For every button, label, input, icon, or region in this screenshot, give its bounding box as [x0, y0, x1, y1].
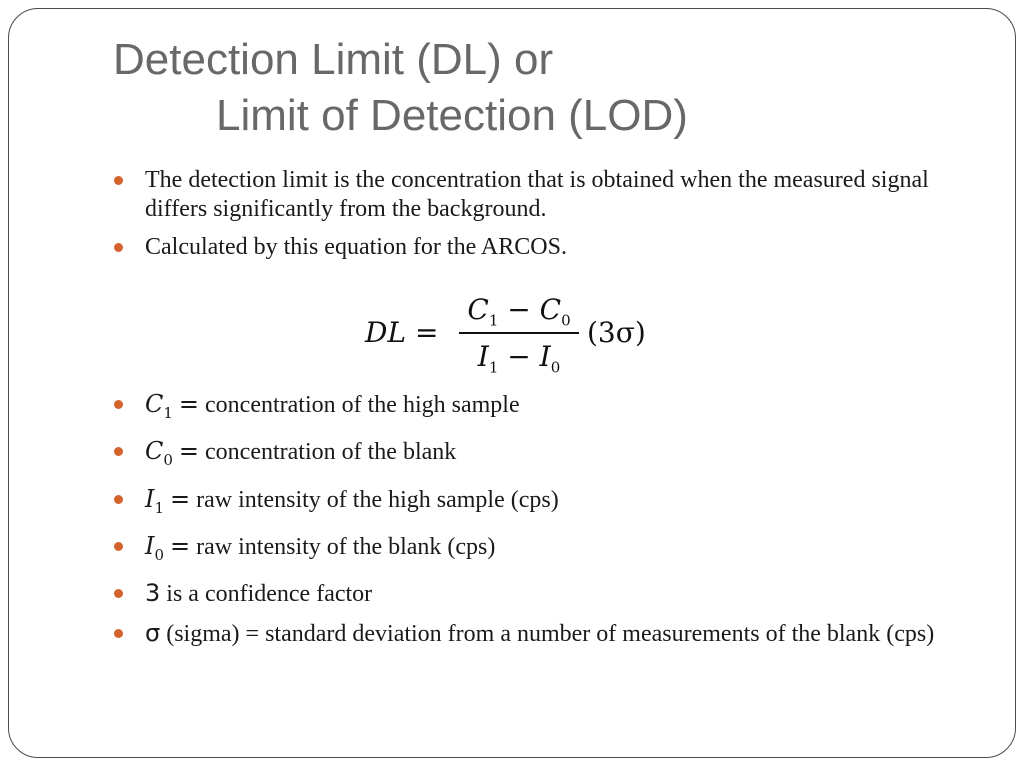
definition-text: concentration of the high sample — [205, 392, 520, 418]
symbol-letter: I — [145, 531, 155, 560]
definition-text: is a confidence factor — [166, 581, 373, 608]
definitions-list — [114, 390, 964, 649]
symbol-subscript: 0 — [163, 451, 173, 470]
bullet-item — [114, 166, 964, 224]
bullet-dot-icon — [114, 589, 123, 598]
numerator-c0-sub: 0 — [561, 311, 571, 330]
denominator-minus: − — [507, 340, 531, 373]
definition-item — [114, 390, 964, 428]
definition-item — [114, 619, 964, 649]
symbol-letter: C — [145, 390, 164, 418]
bullet-text: Calculated by this equation for the ARCOS. — [145, 234, 567, 260]
equation-lhs-symbol: DL — [365, 316, 407, 349]
bullet-dot-icon — [114, 243, 123, 252]
definition-text: raw intensity of the high sample (cps) — [196, 486, 559, 513]
definition-item — [114, 485, 964, 523]
equals-sign: = — [170, 531, 191, 560]
definition-symbol — [145, 484, 165, 517]
equals-sign: = — [178, 390, 200, 418]
definition-item — [114, 437, 964, 475]
title-line-1: Detection Limit (DL) or — [113, 35, 554, 84]
definition-item — [114, 579, 964, 609]
denominator-i0-sub: 0 — [550, 358, 561, 377]
bullet-dot-icon — [114, 629, 123, 638]
symbol-subscript: 1 — [163, 403, 173, 422]
symbol-letter: C — [145, 437, 164, 466]
bullet-dot-icon — [114, 542, 123, 551]
equals-sign: = — [170, 484, 191, 513]
equation-lhs — [365, 316, 438, 349]
definition-item — [114, 532, 964, 570]
definition-text: (sigma) = standard deviation from a number of measurements of the blank (cps) — [166, 620, 935, 647]
intro-bullet-list — [114, 166, 964, 262]
denominator-i1-sub: 1 — [488, 358, 499, 377]
symbol-subscript: 1 — [154, 498, 165, 517]
equation-fraction — [457, 290, 581, 376]
detection-limit-equation — [365, 290, 665, 385]
slide-title — [113, 32, 688, 144]
bullet-dot-icon — [114, 447, 123, 456]
denominator-i1-symbol: I — [477, 340, 489, 373]
definition-symbol — [145, 437, 173, 470]
symbol-subscript: 0 — [154, 545, 165, 564]
equation-equals: = — [414, 316, 439, 349]
numerator-c-sub: 1 — [488, 311, 499, 330]
numerator-minus: − — [507, 293, 531, 326]
bullet-text: The detection limit is the concentration that is obtained when the measured signal differs significantly from the background. — [145, 167, 929, 222]
numerator-c-symbol: C — [467, 293, 489, 326]
bullet-item — [114, 233, 964, 262]
bullet-dot-icon — [114, 176, 123, 185]
symbol-letter: I — [145, 484, 155, 513]
bullet-dot-icon — [114, 400, 123, 409]
numerator-c0-symbol: C — [539, 293, 562, 326]
definition-text: concentration of the blank — [205, 439, 457, 466]
equation-numerator — [457, 290, 581, 332]
bullet-dot-icon — [114, 495, 123, 504]
title-line-2: Limit of Detection (LOD) — [216, 91, 688, 140]
definition-text: raw intensity of the blank (cps) — [196, 533, 496, 560]
definition-symbol — [145, 390, 173, 422]
definition-symbol — [145, 531, 165, 564]
equation-denominator — [457, 334, 581, 376]
definition-symbol: 3 — [145, 579, 161, 608]
equals-sign: = — [178, 437, 200, 466]
denominator-i0-symbol: I — [539, 340, 551, 373]
equation-factor: (3σ) — [587, 316, 646, 349]
definition-symbol: σ — [145, 618, 161, 647]
